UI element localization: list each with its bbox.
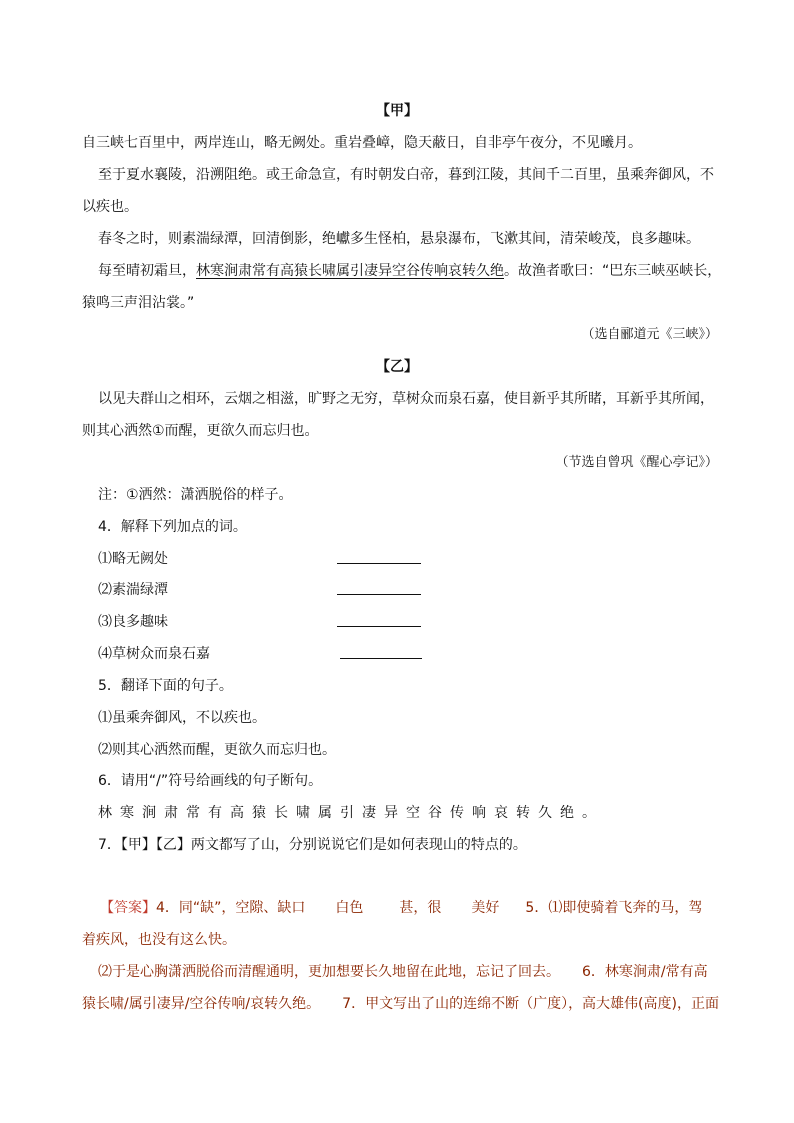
answer-5-1: 5．⑴即使骑着飞奔的马，驾 [525, 900, 703, 916]
passage-yi-source: （节选自曾巩《醒心亭记》） [555, 455, 718, 470]
question-5-item-2: ⑵则其心洒然而醒，更欲久而忘归也。 [98, 742, 336, 758]
question-7: 7．【甲】【乙】两文都写了山，分别说说它们是如何表现山的特点的。 [98, 837, 527, 853]
passage-jia-paragraph-2-cont: 以疾也。 [82, 199, 138, 215]
question-4-item-2: ⑵素湍绿潭 [98, 582, 168, 598]
answer-blank-4[interactable] [340, 658, 422, 659]
footnote: 注：①洒然：潇洒脱俗的样子。 [98, 487, 293, 503]
underlined-sentence: 林寒涧肃常有高猿长啸属引凄异空谷传响哀转久绝 [196, 263, 504, 279]
answer-blank-3[interactable] [337, 626, 421, 627]
answer-4-3: 甚，很 [399, 900, 442, 916]
answer-6-cont: 猿长啸/属引凄异/空谷传响/哀转久绝。 [82, 996, 321, 1012]
answer-4-1: 4．同“缺”，空隙、缺口 [156, 900, 306, 916]
answer-4-2: 白色 [335, 900, 364, 916]
answer-blank-2[interactable] [337, 594, 421, 595]
passage-jia-paragraph-1: 自三峡七百里中，两岸连山，略无阙处。重岩叠嶂，隐天蔽日，自非亭午夜分，不见曦月。 [82, 135, 642, 151]
paragraph-4-intro: 每至晴初霜旦， [98, 263, 196, 279]
question-6: 6．请用“/”符号给画线的句子断句。 [98, 773, 323, 789]
answer-line-4 [82, 994, 719, 1014]
passage-jia-source: （选自郦道元《三峡》） [581, 327, 718, 342]
question-4-item-1: ⑴略无阙处 [98, 551, 168, 567]
answer-7: 7．甲文写出了山的连绵不断（广度），高大雄伟(高度)，正面 [342, 996, 719, 1012]
answer-6: 6．林寒涧肃/常有高 [582, 964, 708, 980]
answer-blank-1[interactable] [337, 563, 421, 564]
question-5: 5．翻译下面的句子。 [98, 678, 233, 694]
question-4-item-4: ⑷草树众而泉石嘉 [98, 646, 210, 662]
passage-jia-paragraph-4-cont: 猿鸣三声泪沾裳。” [82, 295, 195, 311]
passage-jia-heading: 【甲】 [376, 103, 418, 119]
answer-line-3 [98, 962, 708, 982]
passage-yi-heading: 【乙】 [376, 359, 418, 375]
question-6-sentence: 林寒涧肃常有高猿长啸属引凄异空谷传响哀转久绝。 [98, 805, 604, 821]
answer-tag: 【答案】 [100, 900, 156, 916]
question-4: 4．解释下列加点的词。 [98, 519, 247, 535]
paragraph-4-song: 。故渔者歌曰：“巴东三峡巫峡长， [504, 263, 722, 279]
passage-jia-paragraph-4 [98, 261, 721, 281]
question-5-item-1: ⑴虽乘奔御风，不以疾也。 [98, 710, 266, 726]
answer-4-4: 美好 [471, 900, 500, 916]
answer-5-2: ⑵于是心胸潇洒脱俗而清醒通明，更加想要长久地留在此地，忘记了回去。 [98, 964, 560, 980]
passage-jia-paragraph-3: 春冬之时，则素湍绿潭，回清倒影，绝巘多生怪柏，悬泉瀑布，飞漱其间，清荣峻茂，良多趣味。 [98, 231, 700, 247]
passage-yi-line-1: 以见夫群山之相环，云烟之相滋，旷野之无穷，草树众而泉石嘉，使目新乎其所睹，耳新乎其所闻， [98, 391, 714, 407]
question-4-item-3: ⑶良多趣味 [98, 614, 168, 630]
answer-line-2: 着疾风，也没有这么快。 [82, 932, 236, 948]
answer-line-1 [100, 898, 702, 918]
passage-jia-paragraph-2: 至于夏水襄陵，沿溯阻绝。或王命急宣，有时朝发白帝，暮到江陵，其间千二百里，虽乘奔御风，不 [98, 167, 714, 183]
passage-yi-line-2: 则其心洒然①而醒，更欲久而忘归也。 [82, 423, 319, 439]
